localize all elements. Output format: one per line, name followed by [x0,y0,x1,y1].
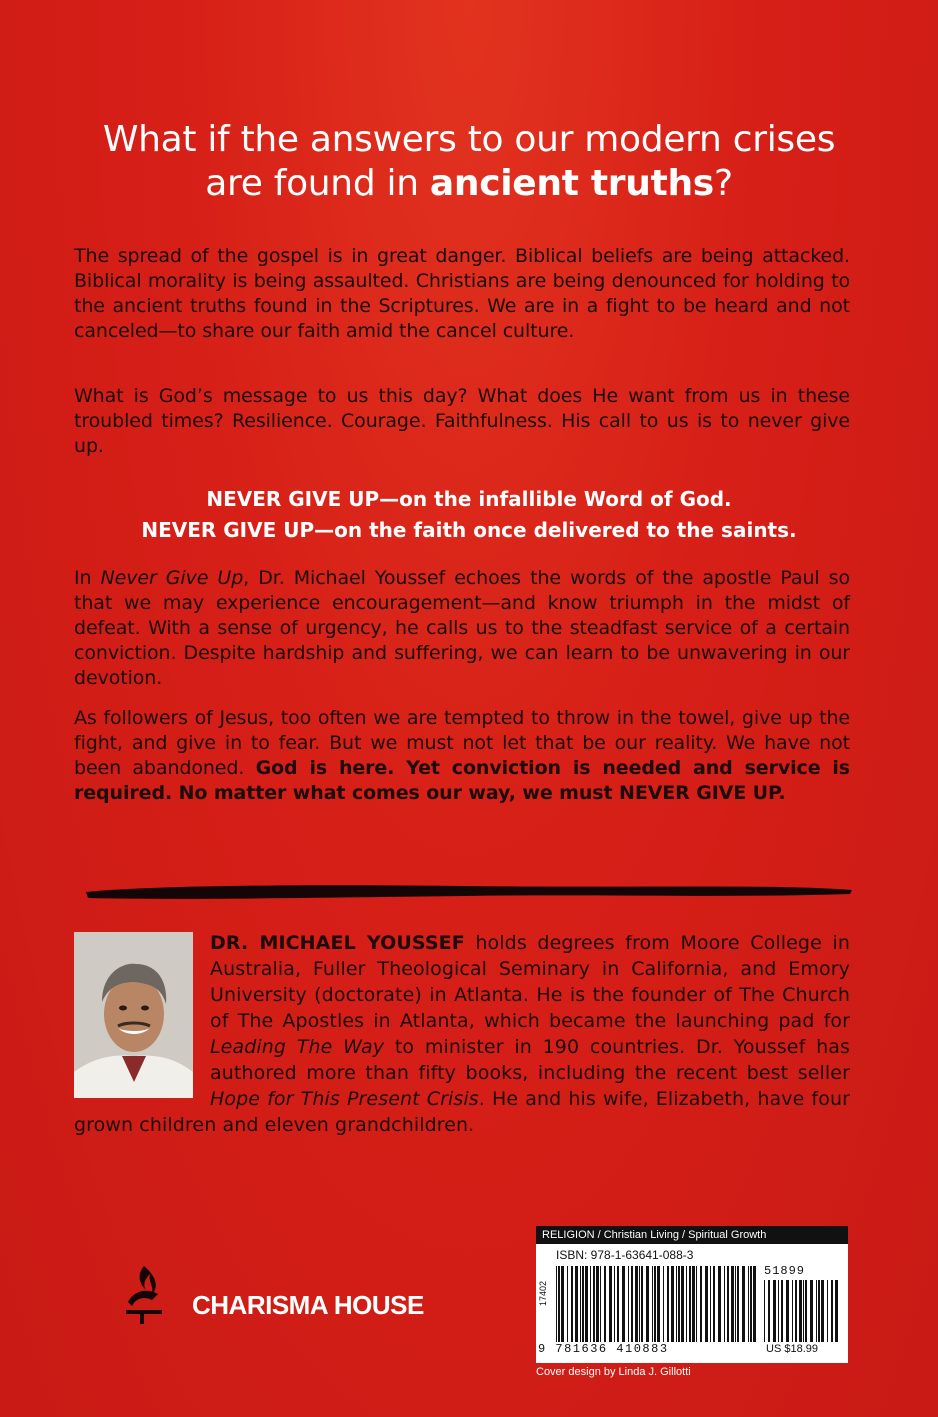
barcode-bar [604,1266,606,1342]
headline [60,118,878,206]
callout-word-of-god: NEVER GIVE UP—on the infallible Word of God. [206,487,732,511]
barcode-bar [575,1266,578,1342]
ean-barcode [556,1266,756,1342]
barcode-bar [710,1266,711,1342]
barcode-bar [821,1280,824,1342]
barcode-bar [735,1266,736,1342]
headline-line2-suffix: ? [713,163,733,204]
barcode-bar [689,1266,691,1342]
barcode-bar [663,1266,664,1342]
p3-rest: , Dr. Michael Youssef echoes the words of the apostle Paul so that we may experience encouragement—and know triumph in the midst of defeat. With a sense of urgency, he calls us to the steadfast service of a certain conviction. Despite hardship and suffering, we can learn to be unwavering in our devotion. [74,567,850,689]
barcode-bar [773,1280,776,1342]
barcode-bar [835,1280,838,1342]
barcode-bar [622,1266,625,1342]
barcode-bar [593,1266,595,1342]
barcode-bar [818,1280,820,1342]
book-title: Never Give Up [100,567,244,589]
paragraph-book-summary [74,566,850,691]
flame-icon [126,1266,162,1324]
p4-plain: As followers of Jesus, too often we are tempted to throw in the towel, give up the fight, and give in to fear. But we must not let that be our reality. We have not been abandoned. [74,707,850,779]
barcode-bar [803,1280,804,1342]
p4-emphasis: God is here. Yet conviction is needed and service is required. No matter what comes our way, we must NEVER GIVE UP. [74,757,850,804]
barcode-bar [792,1280,793,1342]
headline-line1: What if the answers to our modern crises [102,119,836,160]
barcode-bar [652,1266,653,1342]
barcode-bar [768,1280,770,1342]
ministry-name: Leading The Way [210,1036,385,1058]
bio-part3: . He and his wife, Elizabeth, have four grown children and eleven grandchildren. [74,1088,850,1136]
barcode-bar [692,1266,695,1342]
bio-part1: holds degrees from Moore College in Australia, Fuller Theological Seminary in California, and Emory University (doctorate) in Atlanta. He is the founder of The Church of The Apostles in Atlanta, which became the launching pad for [210,932,850,1032]
p3-prefix: In [74,567,101,589]
barcode-bar [639,1266,640,1342]
barcode-bar [764,1280,765,1342]
barcode-bar [580,1266,581,1342]
barcode-bar [641,1266,643,1342]
isbn-text: ISBN: 978-1-63641-088-3 [556,1248,694,1262]
barcode-bar [646,1266,649,1342]
barcode-bar [737,1266,739,1342]
barcode-bar [614,1266,615,1342]
brush-divider [84,880,854,904]
side-code: 17402 [538,1280,548,1306]
barcode-bar [596,1266,599,1342]
barcode-bar [795,1280,797,1342]
barcode-bar [558,1266,560,1342]
barcode-bar [748,1266,749,1342]
barcode-bar [628,1266,629,1342]
recent-book-title: Hope for This Present Crisis [210,1088,479,1110]
bio-part2: to minister in 190 countries. Dr. Youssef has authored more than fifty books, including the recent best seller [210,1036,850,1084]
barcode-bar [713,1266,715,1342]
callout-faith-saints: NEVER GIVE UP—on the faith once delivered to the saints. [141,518,797,542]
barcode-bar [810,1280,813,1342]
barcode-bar [727,1266,729,1342]
author-bio [74,930,850,1138]
barcode-bar [609,1266,612,1342]
headline-line2 [60,162,878,206]
paragraph-gospel-danger: The spread of the gospel is in great danger. Biblical beliefs are being attacked. Biblical morality is being assaulted. Christians are being denounced for holding to the ancient truths found in the Scriptures. We are in a fight to be heard and not canceled—to share our faith amid the cancel culture. [74,245,850,342]
barcode-bar [705,1266,708,1342]
barcode-bar [731,1266,734,1342]
headline-line2-prefix: are found in [205,163,430,204]
author-name: DR. MICHAEL YOUSSEF [210,932,465,954]
barcode-bar [778,1280,779,1342]
price-addon-number: 51899 [764,1264,806,1278]
barcode-bar [753,1266,756,1342]
barcode-bar [816,1280,817,1342]
bisac-category: RELIGION / Christian Living / Spiritual Growth [536,1226,848,1244]
barcode-bar [742,1266,745,1342]
barcode-bar [805,1280,807,1342]
barcode-bar [718,1266,721,1342]
barcode-bar [600,1266,601,1342]
price-label: US $18.99 [766,1343,818,1355]
barcode-bar [799,1280,802,1342]
barcode-bar [635,1266,638,1342]
barcode-bar [781,1280,783,1342]
barcode-bar [827,1280,828,1342]
barcode-bar [750,1266,752,1342]
cover-design-credit: Cover design by Linda J. Gillotti [536,1366,691,1378]
publisher-name: CHARISMA HOUSE [192,1290,424,1320]
price-addon-barcode [764,1280,842,1342]
barcode-bar [671,1266,674,1342]
paragraph-followers [74,706,850,806]
barcode-bar [585,1266,588,1342]
barcode-panel [536,1226,848,1363]
barcode-bar [831,1280,833,1342]
barcode-bar [686,1266,687,1342]
barcode-bar [657,1266,660,1342]
headline-emphasis: ancient truths [429,163,714,204]
barcode-bar [561,1266,564,1342]
barcode-bar [654,1266,656,1342]
barcode-bar [676,1266,677,1342]
barcode-bar [724,1266,725,1342]
barcode-bar [590,1266,591,1342]
barcode-bar [700,1266,702,1342]
barcode-bar [678,1266,680,1342]
barcode-bar [696,1266,697,1342]
barcode-bar [631,1266,633,1342]
barcode-bar [571,1266,573,1342]
paragraph-gods-message: What is God’s message to us this day? What does He want from us in these troubled times? Resilience. Courage. Faithfulness. His call to us is to never give up. [74,385,850,457]
barcode-bar [667,1266,669,1342]
barcode-bar [617,1266,619,1342]
barcode-bar [786,1280,789,1342]
barcode-bar [681,1266,684,1342]
barcode-bar [567,1266,568,1342]
barcode-digits: 9 781636 410883 [538,1342,669,1356]
barcode-bar [556,1266,557,1342]
barcode-bar [582,1266,584,1342]
